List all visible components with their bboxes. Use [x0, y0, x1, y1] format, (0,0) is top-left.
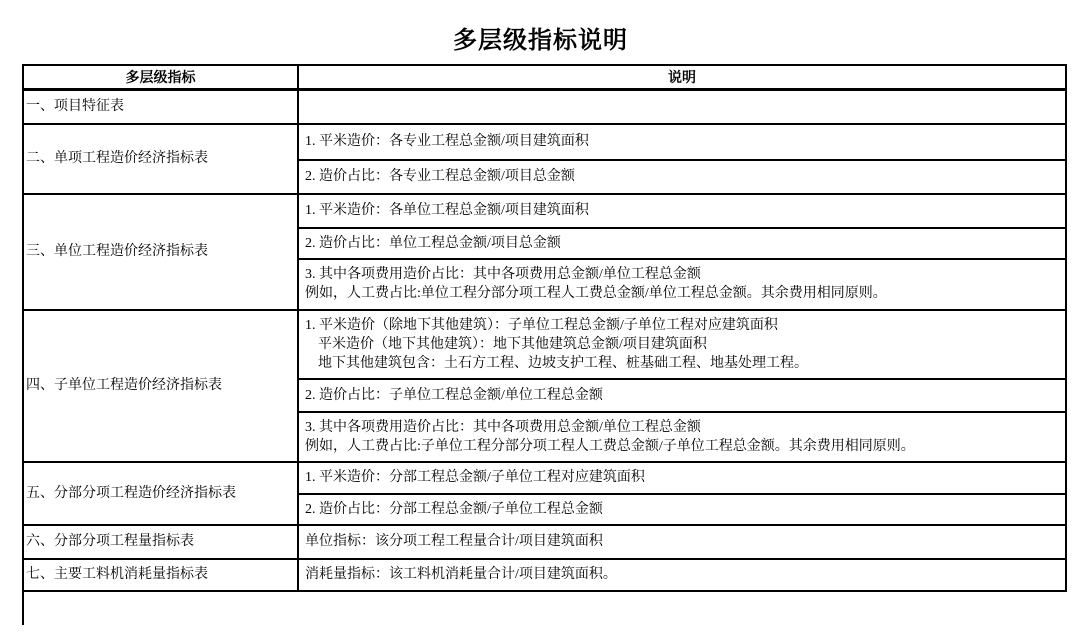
- description-line: 平米造价（地下其他建筑）：地下其他建筑总金额/项目建筑面积: [318, 336, 707, 352]
- description-cell: [298, 310, 1066, 379]
- indicator-label: 六、分部分项工程量指标表: [26, 534, 194, 549]
- description-cell: [298, 525, 1066, 559]
- description-cell: [298, 194, 1066, 228]
- description-line: 2. 造价占比：子单位工程总金额/单位工程总金额: [305, 387, 603, 403]
- indicator-label: 七、主要工料机消耗量指标表: [26, 567, 208, 582]
- description-cell: [298, 379, 1066, 412]
- description-cell: [298, 494, 1066, 525]
- description-cell: [298, 90, 1066, 124]
- indicator-cell: [23, 90, 298, 124]
- table-row: [23, 194, 1066, 228]
- description-cell: [298, 160, 1066, 194]
- indicator-label: 五、分部分项工程造价经济指标表: [26, 485, 236, 501]
- description-line: 例如，人工费占比:子单位工程分部分项工程人工费总金额/子单位工程总金额。其余费用相同原则。: [305, 438, 915, 454]
- indicator-cell: [23, 462, 298, 525]
- indicator-table: [22, 64, 1067, 592]
- description-cell: [298, 259, 1066, 310]
- indicator-cell: [23, 310, 298, 462]
- table-row: [23, 559, 1066, 591]
- page-title: 多层级指标说明: [453, 27, 628, 54]
- description-line: 3. 其中各项费用造价占比：其中各项费用总金额/单位工程总金额: [305, 419, 701, 435]
- indicator-cell: [23, 194, 298, 310]
- indicator-label: 二、单项工程造价经济指标表: [26, 151, 208, 166]
- indicator-label: 四、子单位工程造价经济指标表: [26, 378, 222, 393]
- description-line: 1. 平米造价：各专业工程总金额/项目建筑面积: [305, 134, 589, 149]
- table-row: [23, 124, 1066, 160]
- table-row: [23, 310, 1066, 379]
- description-line: 3. 其中各项费用造价占比：其中各项费用总金额/单位工程总金额: [305, 267, 701, 282]
- table-row: [23, 462, 1066, 494]
- description-cell: [298, 412, 1066, 462]
- header-cell-description: 说明: [298, 65, 1066, 90]
- table-row: [23, 90, 1066, 124]
- header-cell-indicator: 多层级指标: [23, 65, 298, 90]
- indicator-cell: [23, 124, 298, 194]
- description-cell: [298, 228, 1066, 259]
- description-line: 1. 平米造价（除地下其他建筑）：子单位工程总金额/子单位工程对应建筑面积: [305, 317, 778, 333]
- description-line: 2. 造价占比：各专业工程总金额/项目总金额: [305, 169, 575, 184]
- description-cell: [298, 124, 1066, 160]
- indicator-label: 一、项目特征表: [26, 99, 124, 115]
- description-line: 地下其他建筑包含：土石方工程、边坡支护工程、桩基础工程、地基处理工程。: [318, 355, 808, 371]
- description-cell: [298, 559, 1066, 591]
- indicator-cell: [23, 525, 298, 559]
- description-line: 消耗量指标：该工料机消耗量合计/项目建筑面积。: [305, 567, 617, 582]
- description-line: 2. 造价占比：单位工程总金额/项目总金额: [305, 235, 561, 251]
- description-line: 1. 平米造价：各单位工程总金额/项目建筑面积: [305, 203, 589, 218]
- header-row: [23, 65, 1066, 90]
- indicator-cell: [23, 559, 298, 591]
- description-line: 1. 平米造价：分部工程总金额/子单位工程对应建筑面积: [305, 470, 645, 485]
- description-cell: [298, 462, 1066, 494]
- description-line: 例如，人工费占比:单位工程分部分项工程人工费总金额/单位工程总金额。其余费用相同原则。: [305, 286, 887, 301]
- description-line: 单位指标：该分项工程工程量合计/项目建筑面积: [305, 534, 603, 549]
- description-line: 2. 造价占比：分部工程总金额/子单位工程总金额: [305, 501, 603, 517]
- left-border-stub: [22, 591, 24, 625]
- indicator-label: 三、单位工程造价经济指标表: [26, 244, 208, 259]
- table-row: [23, 525, 1066, 559]
